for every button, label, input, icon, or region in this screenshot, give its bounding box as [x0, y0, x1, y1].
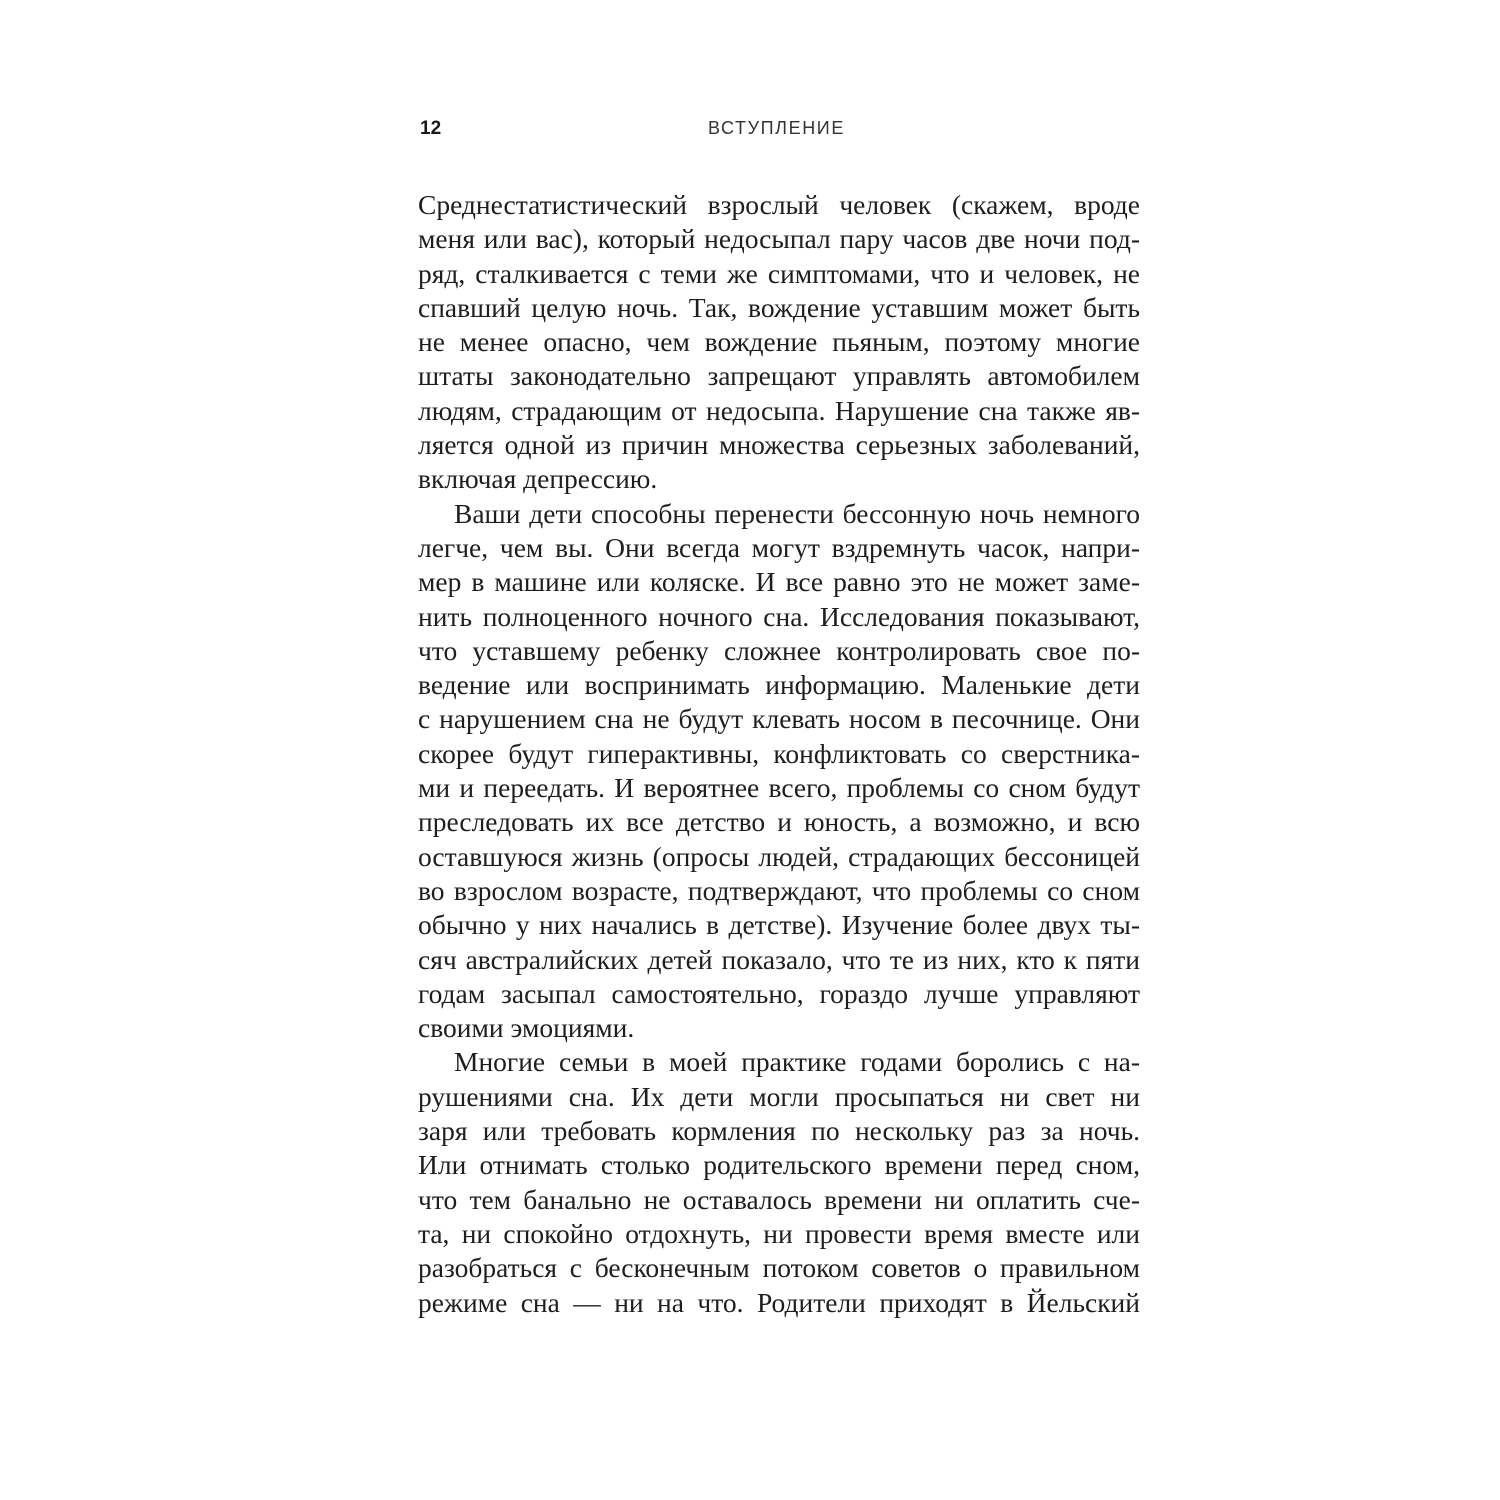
text-line: та, ни спокойно отдохнуть, ни провести время вместе или — [418, 1217, 1140, 1249]
text-line: Среднестатистический взрослый человек (скажем, вроде — [418, 189, 1140, 220]
text-line: что тем банально не оставалось времени ни оплатить сче- — [418, 1183, 1140, 1215]
text-line: преследовать их все детство и юность, а возможно, и всю — [418, 806, 1140, 838]
text-line: ряд, сталкивается с теми же симптомами, что и человек, не — [418, 257, 1140, 289]
text-line: Ваши дети способны перенести бессонную ночь немного — [454, 497, 1140, 529]
book-page — [418, 0, 1140, 1500]
text-line: меня или вас), который недосыпал пару часов две ночи под- — [418, 223, 1140, 255]
page-number: 12 — [420, 118, 442, 139]
paragraph-1 — [418, 188, 1140, 497]
text-line: сяч австралийских детей показало, что те из них, кто к пяти — [418, 943, 1140, 975]
text-line: разобраться с бесконечным потоком советов о правильном — [418, 1252, 1140, 1284]
running-head — [418, 116, 1140, 144]
text-line: ми и переедать. И вероятнее всего, проблемы со сном будут — [418, 772, 1140, 804]
text-line: не менее опасно, чем вождение пьяным, поэтому многие — [418, 326, 1140, 358]
paragraph-2 — [418, 497, 1140, 1046]
text-line: годам засыпал самостоятельно, гораздо лучше управляют — [418, 977, 1140, 1009]
text-line: Или отнимать столько родительского времени перед сном, — [418, 1149, 1140, 1181]
text-line: рушениями сна. Их дети могли просыпаться ни свет ни — [418, 1080, 1140, 1112]
text-line: обычно у них начались в детстве). Изучение более двух ты- — [418, 909, 1140, 941]
text-line: спавший целую ночь. Так, вождение уставшим может быть — [418, 291, 1140, 323]
text-line: нить полноценного ночного сна. Исследования показывают, — [418, 600, 1140, 632]
text-line: ведение или воспринимать информацию. Маленькие дети — [418, 669, 1140, 701]
text-line: Многие семьи в моей практике годами боролись с на- — [454, 1046, 1140, 1078]
text-line: своими эмоциями. — [418, 1012, 635, 1044]
text-line: скорее будут гиперактивны, конфликтовать со сверстника- — [418, 737, 1140, 769]
text-line: ляется одной из причин множества серьезных заболеваний, — [418, 429, 1140, 461]
text-line: включая депрессию. — [418, 463, 658, 495]
text-line: мер в машине или коляске. И все равно это не может заме- — [418, 566, 1140, 598]
text-line: с нарушением сна не будут клевать носом в песочнице. Они — [418, 703, 1140, 735]
body-text — [418, 188, 1140, 1320]
text-line: что уставшему ребенку сложнее контролировать свое по- — [418, 634, 1140, 666]
text-line: оставшуюся жизнь (опросы людей, страдающих бессоницей — [418, 840, 1140, 872]
text-line: штаты законодательно запрещают управлять автомобилем — [418, 360, 1140, 392]
text-line: легче, чем вы. Они всегда могут вздремнуть часок, напри- — [418, 531, 1140, 563]
text-line: режиме сна — ни на что. Родители приходят в Йельский — [418, 1286, 1140, 1318]
text-line: заря или требовать кормления по нескольку раз за ночь. — [418, 1115, 1140, 1147]
text-line: во взрослом возрасте, подтверждают, что проблемы со сном — [418, 874, 1140, 906]
chapter-title: ВСТУПЛЕНИЕ — [708, 118, 845, 138]
text-line: людям, страдающим от недосыпа. Нарушение сна также яв- — [418, 394, 1140, 426]
paragraph-3 — [418, 1045, 1140, 1319]
